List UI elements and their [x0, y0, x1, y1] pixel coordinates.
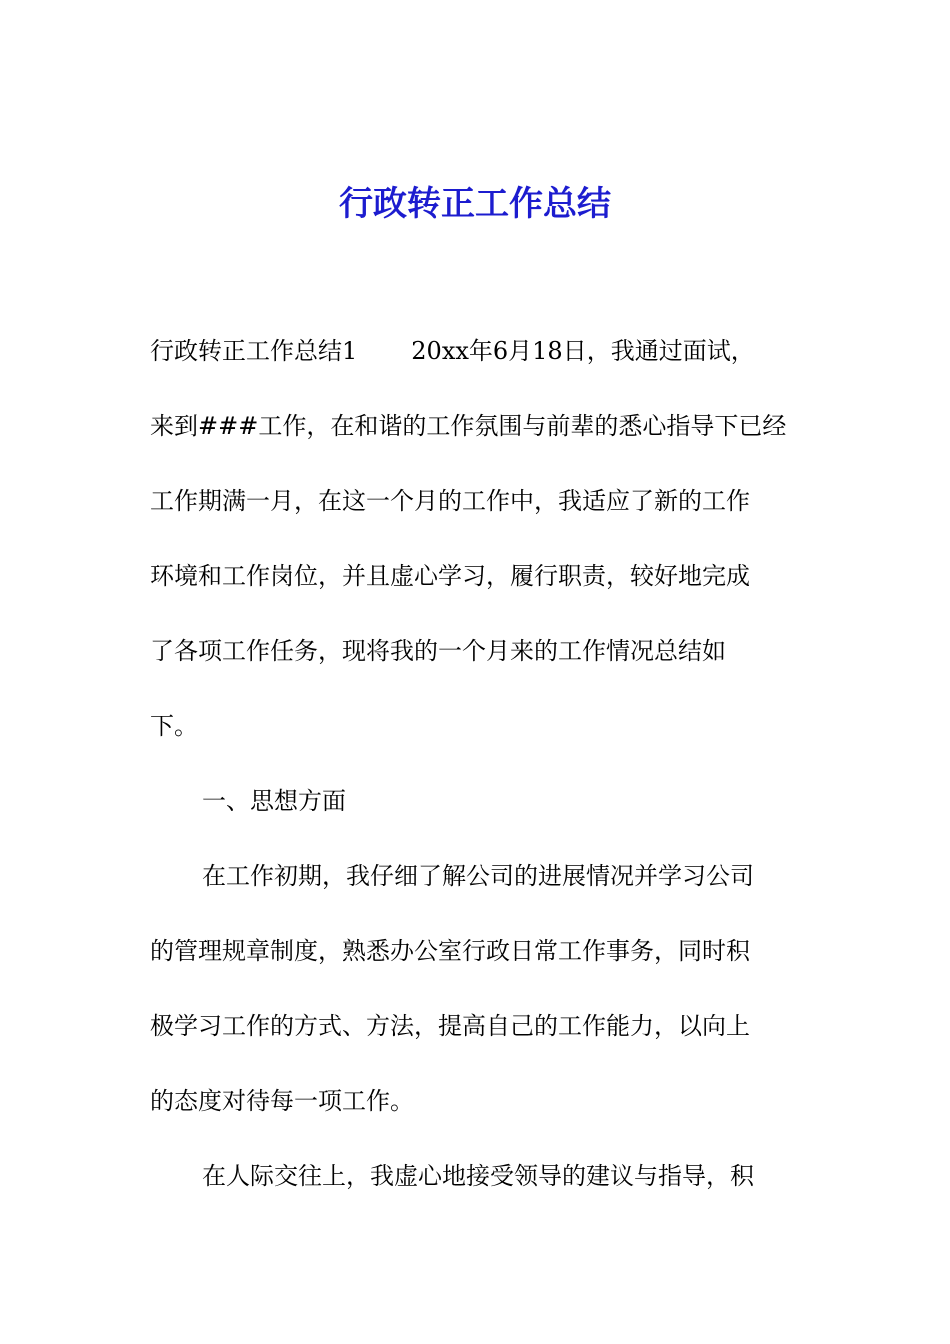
- section-heading: 一、思想方面: [202, 787, 346, 815]
- text-line: 来到###工作，在和谐的工作氛围与前辈的悉心指导下已经: [150, 412, 787, 440]
- text-line: 极学习工作的方式、方法，提高自己的工作能力，以向上: [150, 1012, 750, 1040]
- text-line: 环境和工作岗位，并且虚心学习，履行职责，较好地完成: [150, 562, 750, 590]
- intro-date-text: 20xx年6月18日，我通过面试，: [411, 337, 755, 365]
- text-line: 工作期满一月，在这一个月的工作中，我适应了新的工作: [150, 487, 750, 515]
- text-line: 在人际交往上，我虚心地接受领导的建议与指导，积: [202, 1162, 754, 1190]
- text-line: 在工作初期，我仔细了解公司的进展情况并学习公司: [202, 862, 754, 890]
- text-line: 下。: [150, 712, 198, 740]
- text-line: [150, 334, 755, 368]
- text-line: 了各项工作任务，现将我的一个月来的工作情况总结如: [150, 637, 726, 665]
- intro-label: 行政转正工作总结1: [150, 337, 358, 365]
- document-title: 行政转正工作总结: [339, 184, 611, 224]
- text-line: 的管理规章制度，熟悉办公室行政日常工作事务，同时积: [150, 937, 750, 965]
- text-line: 的态度对待每一项工作。: [150, 1087, 414, 1115]
